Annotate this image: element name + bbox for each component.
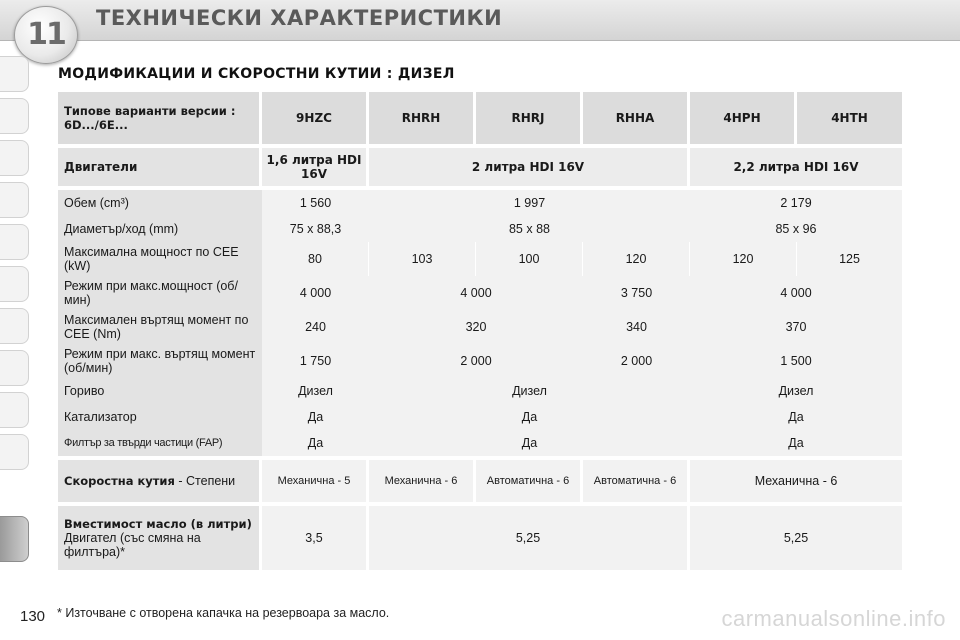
table-cell: 1 500 — [690, 344, 902, 378]
side-tab[interactable] — [0, 266, 29, 302]
side-tab[interactable] — [0, 350, 29, 386]
table-cell: Дизел — [262, 378, 369, 404]
side-tab[interactable] — [0, 140, 29, 176]
table-cell: 3 750 — [583, 276, 690, 310]
table-cell: 120 — [690, 242, 797, 276]
table-row — [58, 430, 902, 456]
row-label: Катализатор — [58, 404, 262, 430]
oil-label-bold: Вместимост масло (в литри) — [64, 517, 252, 531]
gearbox-row — [58, 460, 902, 502]
table-cell: 1 750 — [262, 344, 369, 378]
table-cell: Да — [262, 430, 369, 456]
table-header-row — [58, 92, 902, 144]
table-row — [58, 190, 902, 216]
version-cell: RHRH — [369, 92, 476, 144]
table-cell: Да — [369, 404, 690, 430]
table-cell: 4 000 — [262, 276, 369, 310]
row-label: Максимален въртящ момент по CEE (Nm) — [58, 310, 262, 344]
table-cell: 2 179 — [690, 190, 902, 216]
chapter-number: 11 — [27, 17, 65, 52]
table-cell: Да — [262, 404, 369, 430]
row-label: Гориво — [58, 378, 262, 404]
row-label: Режим при макс. въртящ момент (об/мин) — [58, 344, 262, 378]
table-cell: Автоматична - 6 — [476, 460, 583, 502]
oil-label — [58, 506, 262, 570]
chapter-badge — [14, 6, 78, 64]
table-cell: 103 — [369, 242, 476, 276]
watermark: carmanualsonline.info — [721, 606, 946, 631]
table-row — [58, 216, 902, 242]
table-cell: 2 000 — [583, 344, 690, 378]
version-cell: 9HZC — [262, 92, 369, 144]
row-label: Филтър за твърди частици (FAP) — [58, 430, 262, 456]
table-row — [58, 344, 902, 378]
oil-label-rest: Двигател (със смяна на филтъра)* — [64, 531, 201, 559]
side-tab-active[interactable] — [0, 516, 29, 562]
row-label: Диаметър/ход (mm) — [58, 216, 262, 242]
table-cell: 5,25 — [369, 506, 690, 570]
table-cell: Автоматична - 6 — [583, 460, 690, 502]
table-cell: 2 000 — [369, 344, 583, 378]
table-cell: Дизел — [369, 378, 690, 404]
table-cell: 1 997 — [369, 190, 690, 216]
table-row — [58, 404, 902, 430]
table-cell: 120 — [583, 242, 690, 276]
table-cell: 100 — [476, 242, 583, 276]
engine-row — [58, 148, 902, 186]
table-cell: 370 — [690, 310, 902, 344]
footnote: * Източване с отворена капачка на резервоара за масло. — [57, 606, 390, 620]
specs-block — [58, 190, 902, 456]
version-cell: 4HPH — [690, 92, 797, 144]
side-tab[interactable] — [0, 182, 29, 218]
version-cell: RHRJ — [476, 92, 583, 144]
engine-label: Двигатели — [58, 148, 262, 186]
table-cell: 4 000 — [690, 276, 902, 310]
table-cell: 85 x 88 — [369, 216, 690, 242]
table-cell: 5,25 — [690, 506, 902, 570]
table-cell: Дизел — [690, 378, 902, 404]
page-number: 130 — [20, 608, 46, 625]
row-label: Максимална мощност по CEE (kW) — [58, 242, 262, 276]
gearbox-label-rest: - Степени — [174, 474, 236, 488]
footer — [0, 604, 960, 640]
row-label: Обем (cm³) — [58, 190, 262, 216]
table-cell: 75 x 88,3 — [262, 216, 369, 242]
row-label: Режим при макс.мощност (об/мин) — [58, 276, 262, 310]
version-cell: RHHA — [583, 92, 690, 144]
table-cell: Механична - 6 — [690, 460, 902, 502]
side-tab[interactable] — [0, 224, 29, 260]
side-tab[interactable] — [0, 56, 29, 92]
table-row — [58, 242, 902, 276]
table-row — [58, 310, 902, 344]
table-cell: 1 560 — [262, 190, 369, 216]
section-title: МОДИФИКАЦИИ И СКОРОСТНИ КУТИИ : ДИЗЕЛ — [58, 66, 455, 82]
table-cell: 80 — [262, 242, 369, 276]
table-row — [58, 276, 902, 310]
table-cell: 240 — [262, 310, 369, 344]
table-cell: Механична - 6 — [369, 460, 476, 502]
side-tab[interactable] — [0, 308, 29, 344]
side-tab[interactable] — [0, 434, 29, 470]
table-cell: Да — [369, 430, 690, 456]
side-tab[interactable] — [0, 392, 29, 428]
gearbox-label — [58, 460, 262, 502]
page-title: ТЕХНИЧЕСКИ ХАРАКТЕРИСТИКИ — [96, 6, 503, 30]
table-cell: 85 x 96 — [690, 216, 902, 242]
table-cell: 125 — [797, 242, 902, 276]
spec-table — [58, 92, 902, 570]
table-row — [58, 378, 902, 404]
table-cell: Да — [690, 404, 902, 430]
table-cell: 320 — [369, 310, 583, 344]
engine-cell: 1,6 литра HDI 16V — [262, 148, 369, 186]
gearbox-label-bold: Скоростна кутия — [64, 474, 175, 488]
engine-cell: 2 литра HDI 16V — [369, 148, 690, 186]
table-cell: 4 000 — [369, 276, 583, 310]
table-cell: Механична - 5 — [262, 460, 369, 502]
side-tab[interactable] — [0, 98, 29, 134]
oil-capacity-row — [58, 506, 902, 570]
table-cell: 3,5 — [262, 506, 369, 570]
table-cell: 340 — [583, 310, 690, 344]
table-cell: Да — [690, 430, 902, 456]
engine-cell: 2,2 литра HDI 16V — [690, 148, 902, 186]
header-label: Типове варианти версии : 6D.../6E... — [58, 92, 262, 144]
version-cell: 4HTH — [797, 92, 902, 144]
